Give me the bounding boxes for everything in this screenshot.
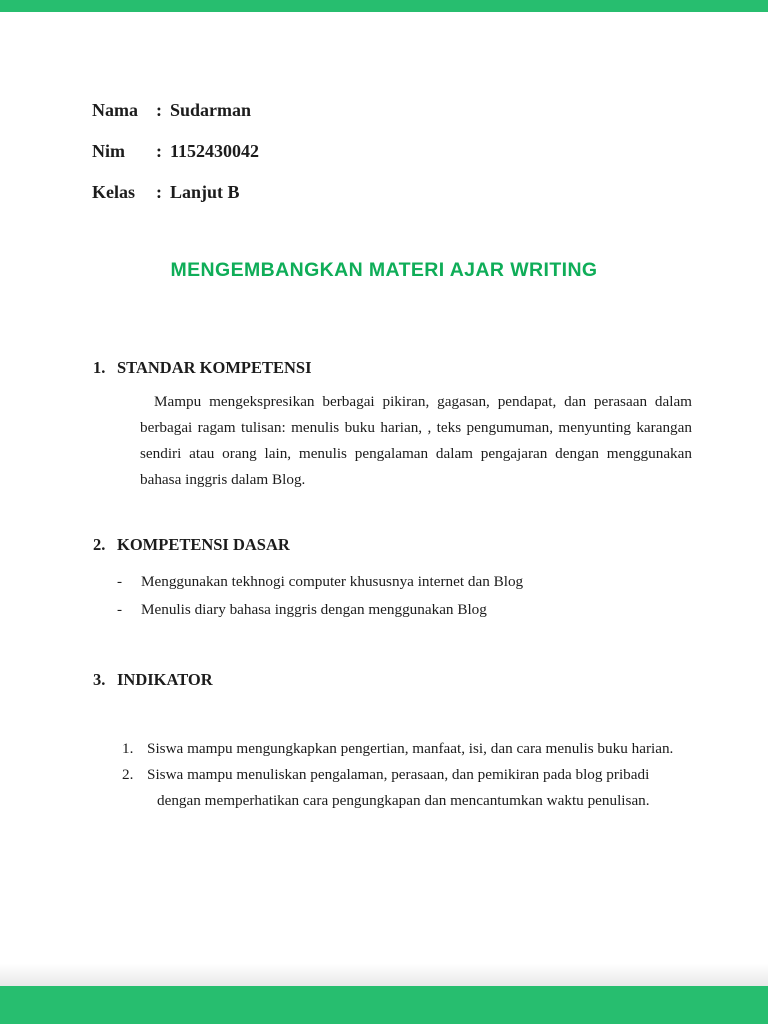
section-3-title: INDIKATOR <box>117 670 213 689</box>
class-separator: : <box>156 182 162 202</box>
item-number: 1. <box>122 740 134 757</box>
section-1-title: STANDAR KOMPETENSI <box>117 358 312 377</box>
name-label: Nama <box>92 100 138 120</box>
section-1-paragraph: Mampu mengekspresikan berbagai pikiran, gagasan, pendapat, dan perasaan dalam berbagai ragam tulisan: menulis buku harian, , teks pengumuman, menyunting karangan sendiri atau orang lain, menulis pengalaman dalam pengajaran dengan menggunakan bahasa inggris dalam Blog. <box>140 393 692 488</box>
section-2-list <box>117 568 768 624</box>
section-3-list <box>122 736 688 814</box>
item-number: 2. <box>122 766 134 783</box>
name-value: Sudarman <box>170 100 252 120</box>
nim-separator: : <box>156 141 162 161</box>
nim-value: 1152430042 <box>170 141 260 161</box>
student-class-row <box>92 172 768 213</box>
list-item-text: Menulis diary bahasa inggris dengan menggunakan Blog <box>141 601 487 618</box>
list-item-text: Siswa mampu menuliskan pengalaman, perasaan, dan pemikiran pada blog pribadi dengan memperhatikan cara pengungkapan dan mencantumkan waktu penulisan. <box>147 766 650 809</box>
page-bottom-shadow <box>0 964 768 986</box>
name-separator: : <box>156 100 162 120</box>
bottom-green-banner <box>0 986 768 1024</box>
list-item-text: Menggunakan tekhnogi computer khususnya internet dan Blog <box>141 573 524 590</box>
list-item <box>122 762 688 814</box>
section-2-heading <box>93 535 768 555</box>
section-3-number: 3. <box>93 670 106 689</box>
dash-marker: - <box>117 573 123 590</box>
dash-marker: - <box>117 601 123 618</box>
section-1-number: 1. <box>93 358 106 377</box>
section-3-heading <box>93 670 768 690</box>
section-2-title: KOMPETENSI DASAR <box>117 535 290 554</box>
class-value: Lanjut B <box>170 182 240 202</box>
nim-label: Nim <box>92 141 125 161</box>
section-1-heading <box>93 358 768 378</box>
document-title: MENGEMBANGKAN MATERI AJAR WRITING <box>170 259 598 281</box>
list-item <box>117 568 768 596</box>
student-id-block <box>92 90 768 213</box>
student-nim-row <box>92 131 768 172</box>
student-name-row <box>92 90 768 131</box>
list-item-text: Siswa mampu mengungkapkan pengertian, manfaat, isi, dan cara menulis buku harian. <box>147 740 674 757</box>
list-item <box>117 596 768 624</box>
section-2-number: 2. <box>93 535 106 554</box>
class-label: Kelas <box>92 182 135 202</box>
list-item <box>122 736 688 762</box>
